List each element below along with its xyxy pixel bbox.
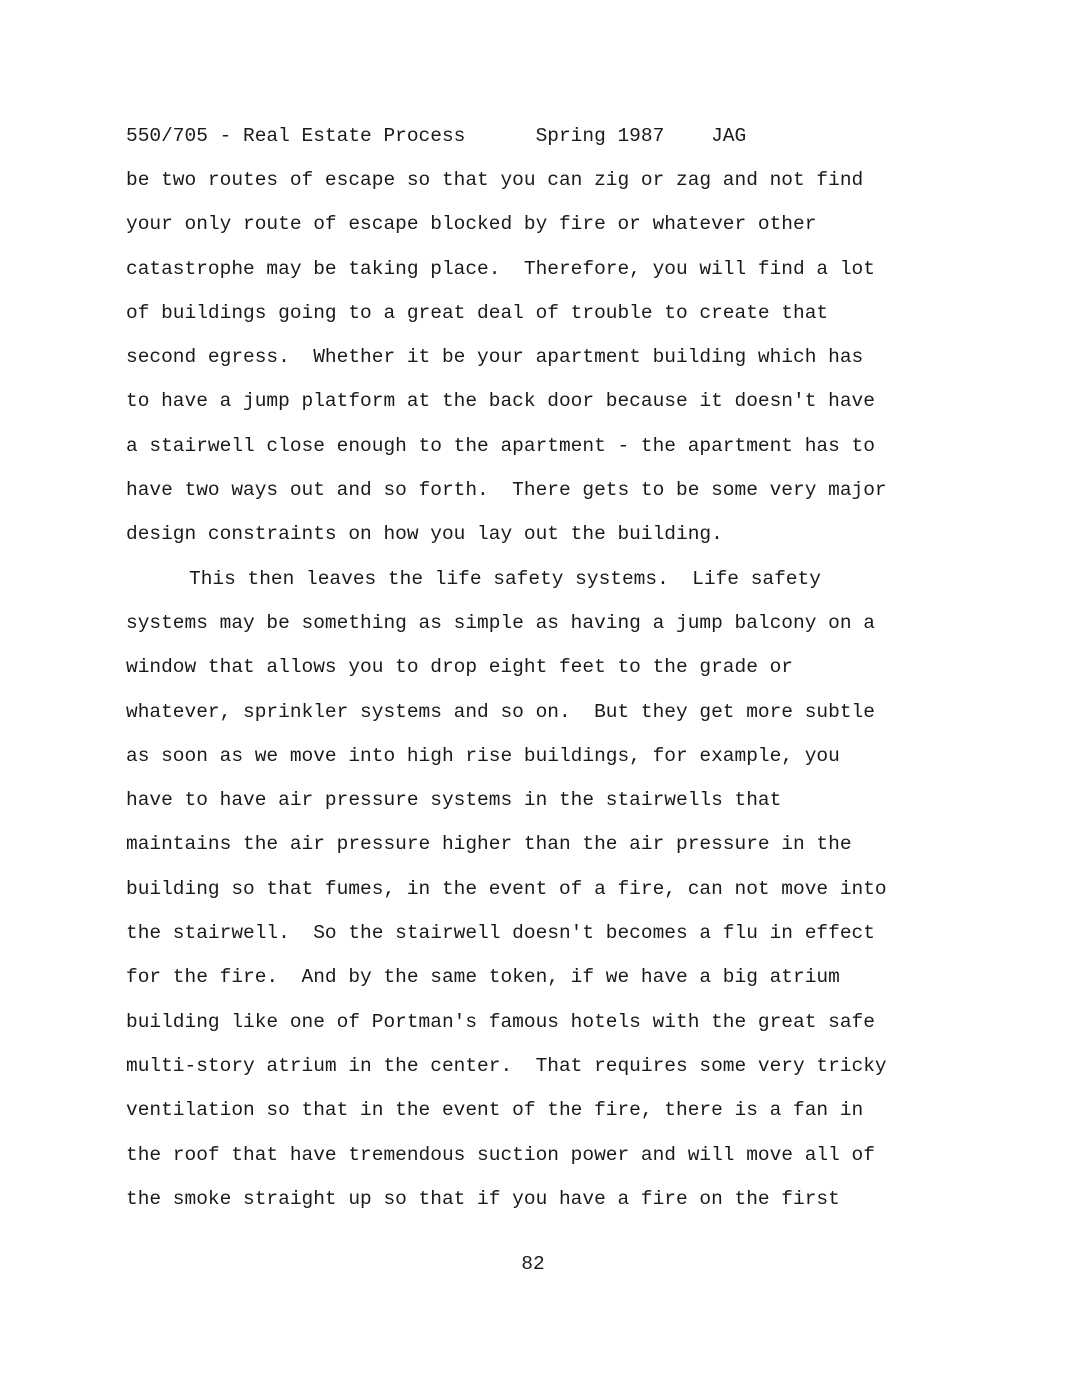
text-line: the stairwell. So the stairwell doesn't becomes a flu in effect [126, 922, 875, 945]
text-line: building like one of Portman's famous hotels with the great safe [126, 1010, 875, 1033]
text-line: the roof that have tremendous suction power and will move all of [126, 1143, 875, 1166]
text-line: to have a jump platform at the back door because it doesn't have [126, 390, 875, 413]
running-header: 550/705 - Real Estate Process Spring 1987 JAG [126, 125, 747, 147]
text-line: ventilation so that in the event of the fire, there is a fan in [126, 1099, 864, 1122]
text-line: the smoke straight up so that if you have a fire on the first [126, 1187, 840, 1210]
text-line: second egress. Whether it be your apartment building which has [126, 346, 864, 369]
text-line: maintains the air pressure higher than the air pressure in the [126, 833, 852, 856]
text-line: have two ways out and so forth. There gets to be some very major [126, 479, 887, 502]
text-line: catastrophe may be taking place. Therefore, you will find a lot [126, 257, 875, 280]
text-line: be two routes of escape so that you can zig or zag and not find [126, 169, 864, 191]
text-line: building so that fumes, in the event of a fire, can not move into [126, 877, 887, 900]
text-line: window that allows you to drop eight feet to the grade or [126, 656, 794, 679]
text-line: have to have air pressure systems in the stairwells that [126, 789, 782, 812]
text-line: as soon as we move into high rise buildings, for example, you [126, 744, 840, 767]
text-line: your only route of escape blocked by fire or whatever other [126, 213, 817, 236]
body-text [126, 166, 1026, 1229]
text-line: multi-story atrium in the center. That requires some very tricky [126, 1054, 887, 1077]
text-line: a stairwell close enough to the apartment - the apartment has to [126, 434, 875, 457]
page-number: 82 [521, 1253, 545, 1275]
paragraph-start-line: This then leaves the life safety systems. Life safety [189, 567, 821, 590]
text-line: design constraints on how you lay out the building. [126, 523, 723, 546]
text-line: of buildings going to a great deal of trouble to create that [126, 301, 829, 324]
text-line: for the fire. And by the same token, if we have a big atrium [126, 966, 840, 989]
text-line: whatever, sprinkler systems and so on. But they get more subtle [126, 700, 875, 723]
text-line: systems may be something as simple as having a jump balcony on a [126, 611, 875, 634]
